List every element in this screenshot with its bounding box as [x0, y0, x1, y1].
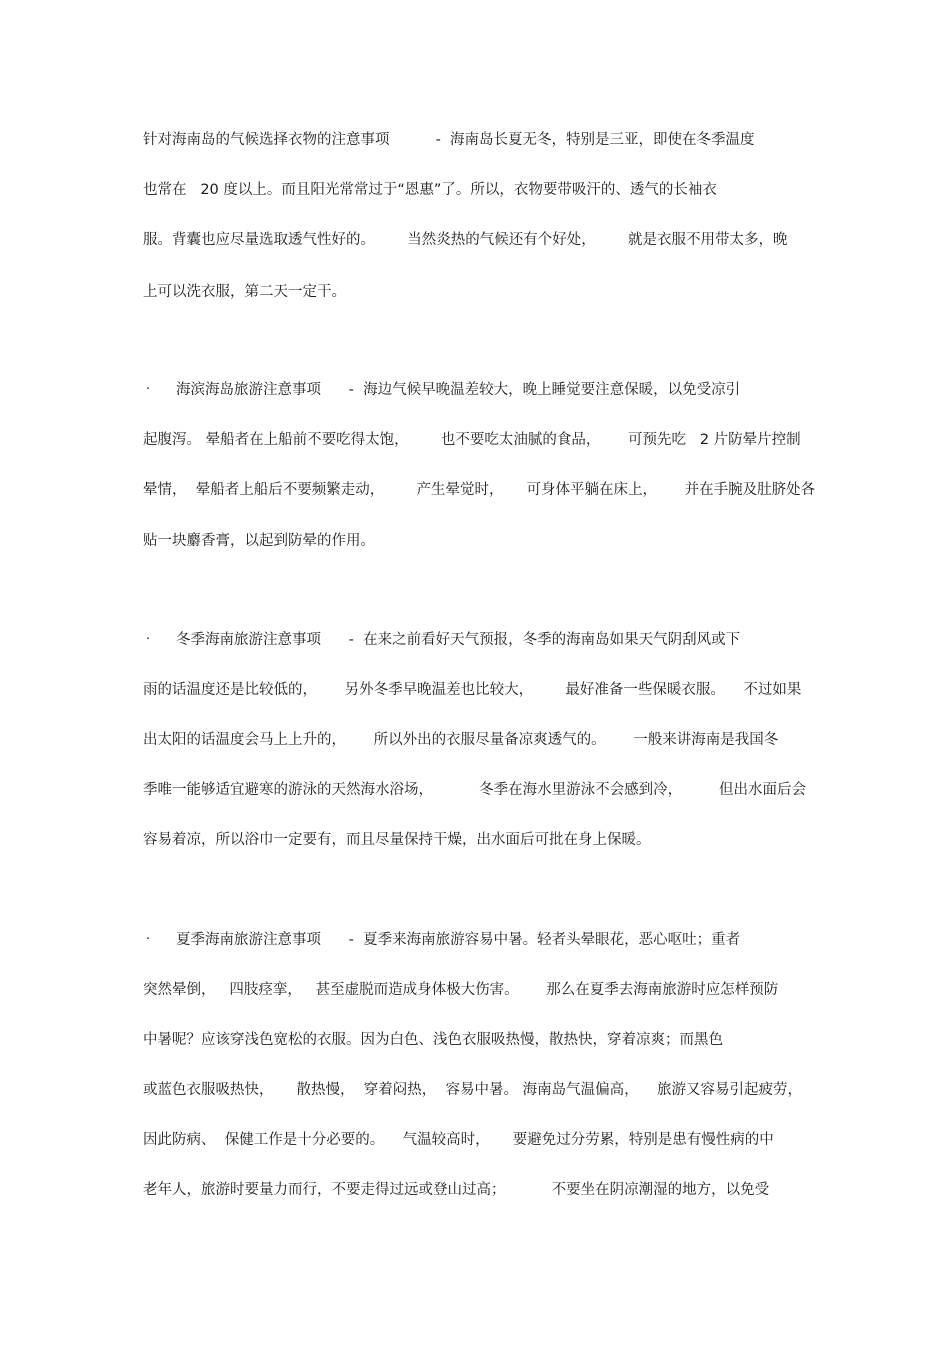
text-line: 夏季海南旅游注意事项 - 夏季来海南旅游容易中暑。轻者头晕眼花，恶心呕吐；重者	[176, 932, 741, 948]
text-line: 服。背囊也应尽量选取透气性好的。 当然炎热的气候还有个好处， 就是衣服不用带太多，晚	[143, 232, 788, 248]
text-line: 雨的话温度还是比较低的， 另外冬季早晚温差也比较大， 最好准备一些保暖衣服。 不过如果	[143, 682, 802, 698]
text-line: 贴一块麝香膏，以起到防晕的作用。	[143, 533, 375, 549]
text-line: 冬季海南旅游注意事项 - 在来之前看好天气预报，冬季的海南岛如果天气阴刮风或下	[176, 632, 741, 648]
text-line: 突然晕倒， 四肢痉挛， 甚至虚脱而造成身体极大伤害。 那么在夏季去海南旅游时应怎样预防	[143, 982, 779, 998]
bullet-marker: ·	[146, 382, 151, 397]
bullet-marker: ·	[146, 932, 151, 947]
text-line: 出太阳的话温度会马上上升的， 所以外出的衣服尽量备凉爽透气的。 一般来讲海南是我国冬	[143, 732, 779, 748]
text-line: 针对海南岛的气候选择衣物的注意事项 - 海南岛长夏无冬，特别是三亚，即使在冬季温度	[143, 132, 755, 148]
bullet-marker: ·	[146, 632, 151, 647]
text-line: 晕情， 晕船者上船后不要频繁走动， 产生晕觉时， 可身体平躺在床上， 并在手腕及肚脐处各	[143, 482, 816, 498]
text-line: 老年人，旅游时要量力而行，不要走得过远或登山过高； 不要坐在阴凉潮湿的地方，以免受	[143, 1182, 770, 1198]
text-line: 季唯一能够适宜避寒的游泳的天然海水浴场， 冬季在海水里游泳不会感到冷， 但出水面后会	[143, 782, 806, 798]
text-line: 海滨海岛旅游注意事项 - 海边气候早晚温差较大，晚上睡觉要注意保暖，以免受凉引	[176, 382, 741, 398]
text-line: 或蓝色衣服吸热快， 散热慢， 穿着闷热， 容易中暑。 海南岛气温偏高， 旅游又容易引起疲劳，	[143, 1082, 803, 1098]
text-line: 上可以洗衣服，第二天一定干。	[143, 284, 346, 300]
text-line: 起腹泻。 晕船者在上船前不要吃得太饱， 也不要吃太油腻的食品， 可预先吃 2 片防晕片控制	[143, 432, 801, 448]
text-line: 容易着凉，所以浴巾一定要有，而且尽量保持干燥，出水面后可批在身上保暖。	[143, 832, 651, 848]
text-line: 也常在 20 度以上。而且阳光常常过于“恩惠”了。所以，衣物要带吸汗的、透气的长袖衣	[143, 182, 717, 198]
text-line: 因此防病、 保健工作是十分必要的。 气温较高时， 要避免过分劳累，特别是患有慢性病的中	[143, 1132, 774, 1148]
text-line: 中暑呢？应该穿浅色宽松的衣服。因为白色、浅色衣服吸热慢，散热快，穿着凉爽；而黑色	[143, 1032, 723, 1048]
